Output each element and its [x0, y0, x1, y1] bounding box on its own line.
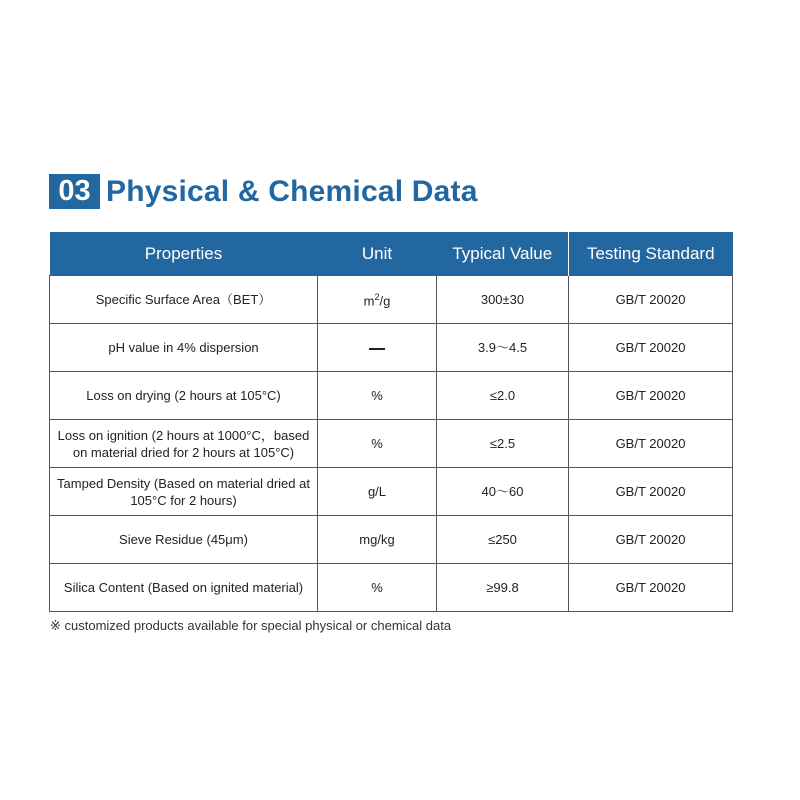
cell-typical-value: 3.9～4.5 — [437, 324, 569, 372]
cell-property: Silica Content (Based on ignited material) — [50, 564, 318, 612]
cell-unit — [318, 276, 437, 324]
cell-testing-standard: GB/T 20020 — [569, 516, 733, 564]
cell-testing-standard: GB/T 20020 — [569, 372, 733, 420]
cell-property: pH value in 4% dispersion — [50, 324, 318, 372]
cell-unit: % — [318, 372, 437, 420]
table-row — [50, 420, 733, 468]
column-header-typical-value: Typical Value — [437, 232, 569, 276]
table-row — [50, 276, 733, 324]
table-row — [50, 324, 733, 372]
cell-typical-value: ≤2.0 — [437, 372, 569, 420]
cell-testing-standard: GB/T 20020 — [569, 420, 733, 468]
table-header-row — [50, 232, 733, 276]
cell-testing-standard: GB/T 20020 — [569, 564, 733, 612]
cell-typical-value: ≤250 — [437, 516, 569, 564]
table-row — [50, 516, 733, 564]
table-row — [50, 372, 733, 420]
property-line-1: Loss on ignition (2 hours at 1000°C，based — [57, 427, 310, 443]
property-line-2: on material dried for 2 hours at 105°C) — [72, 444, 295, 460]
cell-typical-value: ≤2.5 — [437, 420, 569, 468]
dash-icon — [369, 348, 385, 350]
physical-chemical-data-table — [49, 232, 733, 612]
cell-property: Specific Surface Area（BET） — [50, 276, 318, 324]
footnote: ※ customized products available for special physical or chemical data — [50, 618, 452, 633]
cell-testing-standard: GB/T 20020 — [569, 468, 733, 516]
section-heading — [49, 174, 478, 209]
column-header-properties: Properties — [50, 232, 318, 276]
cell-property: Loss on drying (2 hours at 105°C) — [50, 372, 318, 420]
unit-base: m — [363, 293, 375, 309]
section-title: Physical & Chemical Data — [106, 174, 478, 208]
cell-typical-value: 40～60 — [437, 468, 569, 516]
cell-unit: % — [318, 420, 437, 468]
cell-testing-standard: GB/T 20020 — [569, 276, 733, 324]
table-row — [50, 564, 733, 612]
cell-unit — [318, 324, 437, 372]
cell-property: Sieve Residue (45μm) — [50, 516, 318, 564]
cell-typical-value: 300±30 — [437, 276, 569, 324]
property-line-2: 105°C for 2 hours) — [130, 492, 237, 508]
column-header-unit: Unit — [318, 232, 437, 276]
unit-tail: /g — [379, 293, 391, 309]
cell-unit: mg/kg — [318, 516, 437, 564]
cell-unit: g/L — [318, 468, 437, 516]
cell-property — [50, 420, 318, 468]
cell-typical-value: ≥99.8 — [437, 564, 569, 612]
property-line-1: Tamped Density (Based on material dried at — [57, 475, 310, 491]
section-number-badge: 03 — [49, 174, 100, 209]
cell-unit: % — [318, 564, 437, 612]
cell-property — [50, 468, 318, 516]
unit-superscript: 2 — [374, 292, 380, 303]
cell-testing-standard: GB/T 20020 — [569, 324, 733, 372]
table-row — [50, 468, 733, 516]
column-header-testing-standard: Testing Standard — [569, 232, 733, 276]
